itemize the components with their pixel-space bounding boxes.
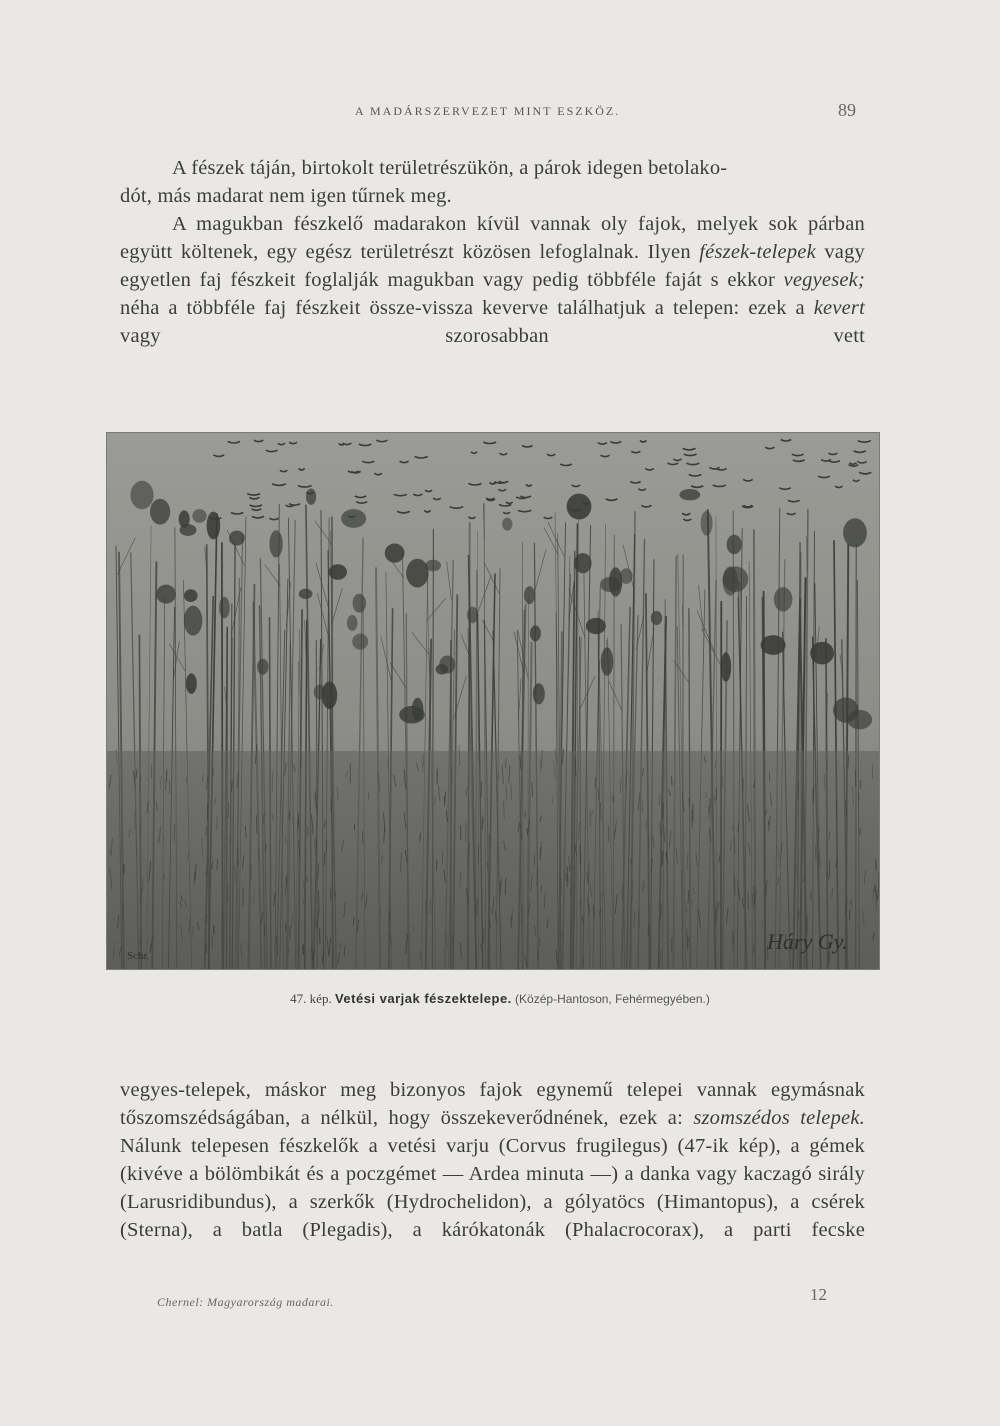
- grass-stroke: [855, 769, 856, 787]
- artist-signature: Háry Gy.: [767, 929, 848, 954]
- nest: [774, 587, 793, 611]
- nest: [184, 589, 198, 602]
- paragraph-2-text-b: vagy egyetlen faj fészkeit foglalják magukban vagy pedig többféle faját s ekkor: [120, 241, 865, 291]
- bottom-text-block: [120, 1076, 865, 1244]
- nest: [306, 489, 316, 505]
- nest: [651, 611, 662, 625]
- paragraph-3-text-b: Nálunk telepesen fészkelők a vetési varju (Corvus frugilegus) (47-ik kép), a gémek (kivéve a bölömbikát és a poczgémet — Ardea minuta —) a danka vagy kaczagó sirály (Larusridibundus), a szerkők (Hydrochelidon), a gólyatöcs (Himantopus), a csérek (Sterna), a batla (Plegadis), a kárókatonák (Phalacrocorax), a parti fecske: [120, 1135, 865, 1241]
- grass-stroke: [872, 763, 873, 778]
- caption-location: (Közép-Hantoson, Fehérmegyében.): [515, 992, 710, 1006]
- nest: [701, 511, 713, 536]
- paragraph-1: [120, 154, 865, 210]
- nest: [347, 615, 358, 631]
- term-szomszédos-telepek: szomszédos telepek.: [693, 1107, 865, 1129]
- grass-stroke: [540, 759, 541, 772]
- nest: [723, 566, 738, 595]
- paragraph-3: [120, 1076, 865, 1244]
- grass-stroke: [754, 945, 755, 953]
- nest: [269, 530, 282, 557]
- nest: [257, 659, 268, 675]
- nest: [810, 642, 834, 665]
- nest: [341, 509, 366, 528]
- grass-stroke: [672, 776, 673, 785]
- nest: [833, 698, 859, 723]
- grass-stroke: [540, 939, 541, 947]
- grass-stroke: [319, 890, 320, 910]
- nest: [329, 564, 347, 580]
- nest: [533, 683, 545, 704]
- nest: [679, 489, 700, 500]
- grass-stroke: [663, 802, 664, 819]
- nest: [229, 531, 245, 546]
- nest: [352, 634, 368, 650]
- grass-stroke: [561, 878, 562, 895]
- grass-stroke: [423, 753, 424, 767]
- grass-stroke: [782, 841, 783, 851]
- nest: [353, 594, 366, 613]
- grass-stroke: [477, 898, 478, 917]
- term-fészek-telepek: fészek-telepek: [699, 241, 816, 263]
- grass-stroke: [532, 782, 533, 797]
- nest: [574, 553, 592, 573]
- term-vegyesek: vegyesek;: [783, 269, 865, 291]
- rookery-illustration: [106, 432, 880, 970]
- grass-stroke: [169, 780, 170, 794]
- grass-stroke: [583, 958, 584, 964]
- grass-stroke: [326, 841, 327, 854]
- term-kevert: kevert: [813, 297, 865, 319]
- tree-branch: [807, 536, 808, 571]
- footer-signature-line: Chernel: Magyarország madarai.: [157, 1295, 334, 1309]
- grass-stroke: [288, 938, 289, 952]
- nest: [567, 494, 592, 520]
- nest: [601, 647, 613, 676]
- nest: [721, 652, 732, 681]
- grass-stroke: [589, 862, 590, 880]
- grass-stroke: [537, 868, 538, 886]
- nest: [130, 481, 153, 509]
- running-title: A MADÁRSZERVEZET MINT ESZKÖZ.: [355, 104, 621, 118]
- caption-number: 47. kép.: [290, 991, 332, 1006]
- grass-stroke: [467, 854, 468, 869]
- paragraph-2-text-d: vagy szorosabban vett: [120, 325, 865, 347]
- grass-stroke: [832, 888, 833, 898]
- paragraph-3-text-a: vegyes-telepek, máskor meg bizonyos fajok egynemű telepei vannak egymásnak tőszomszédságában, a nélkül, hogy összekeverődnének, ezek a:: [120, 1079, 865, 1129]
- footer-sheet-number: 12: [810, 1285, 827, 1304]
- nest: [150, 499, 170, 525]
- nest: [467, 607, 478, 624]
- top-text-block: [120, 154, 865, 350]
- nest: [180, 524, 197, 536]
- grass-stroke: [598, 788, 599, 801]
- paragraph-2: [120, 210, 865, 350]
- nest: [406, 559, 428, 588]
- nest: [586, 618, 606, 634]
- paragraph-1-line-1: A fészek táján, birtokolt területrészükön, a párok idegen betolako-: [172, 157, 728, 179]
- nest: [439, 656, 455, 674]
- nest: [620, 568, 633, 584]
- nest: [524, 586, 535, 604]
- paragraph-2-text-a: A magukban fészkelő madarakon kívül vannak oly fajok, melyek sok párban együtt költenek, egy egész területrészt közösen lefoglalnak. Ilyen: [120, 213, 865, 263]
- nest: [156, 585, 176, 604]
- nest: [530, 625, 541, 641]
- nest: [186, 673, 197, 694]
- grass-stroke: [460, 872, 461, 888]
- nest: [412, 698, 424, 721]
- nest: [609, 567, 622, 596]
- rookery-drawing: [107, 433, 879, 969]
- nest: [299, 589, 313, 599]
- caption-title: Vetési varjak fészektelepe.: [334, 991, 512, 1006]
- nest: [207, 512, 221, 540]
- nest: [502, 518, 512, 531]
- grass-stroke: [662, 851, 663, 866]
- grass-stroke: [829, 861, 830, 878]
- grass-stroke: [735, 876, 736, 895]
- nest: [843, 518, 867, 547]
- figure-caption: [0, 991, 1000, 1007]
- nest: [184, 606, 203, 636]
- nest: [727, 535, 742, 555]
- page-number: 89: [838, 100, 856, 120]
- grass-stroke: [164, 873, 165, 879]
- grass-stroke: [389, 911, 390, 923]
- paragraph-1-line-2: dót, más madarat nem igen tűrnek meg.: [120, 185, 452, 207]
- nest: [385, 544, 405, 563]
- grass-stroke: [717, 901, 718, 920]
- paragraph-2-text-c: néha a többféle faj fészkeit össze-vissza keverve találhatjuk a telepen: ezek a: [120, 297, 814, 319]
- grass-stroke: [483, 815, 484, 822]
- nest: [192, 509, 206, 523]
- nest: [219, 597, 230, 619]
- grass-stroke: [534, 855, 535, 866]
- nest: [322, 682, 337, 710]
- engraver-monogram: Schr.: [127, 950, 150, 962]
- nest: [761, 635, 786, 655]
- nest: [425, 560, 441, 571]
